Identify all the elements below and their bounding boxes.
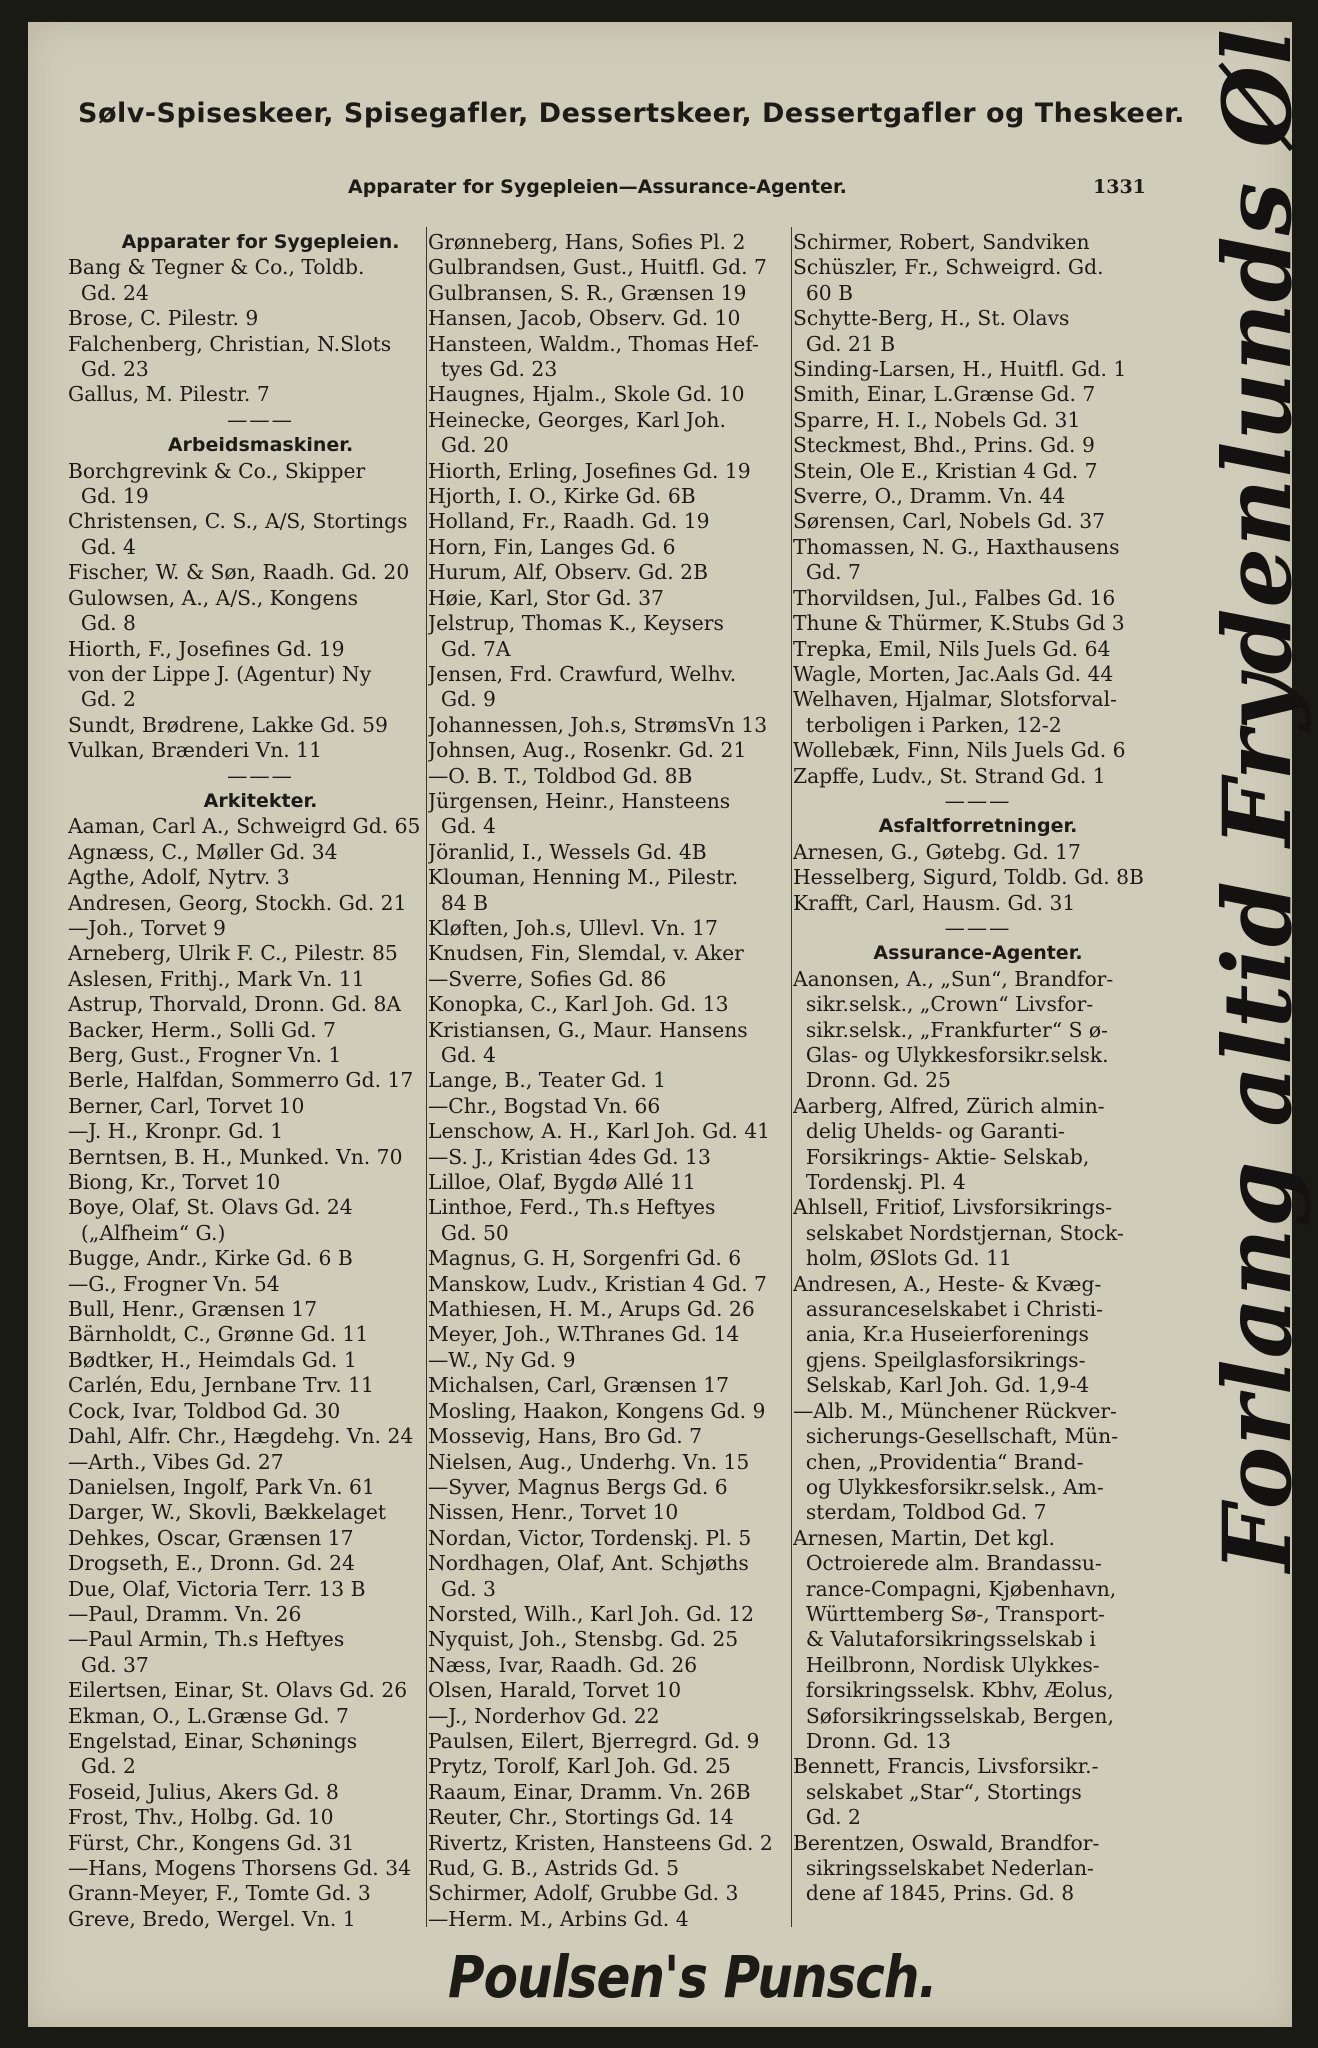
directory-entry: Boye, Olaf, St. Olavs Gd. 24: [68, 1195, 353, 1220]
directory-entry: Gd. 21 B: [793, 331, 896, 356]
directory-entry: Jürgensen, Heinr., Hansteens: [428, 788, 731, 813]
directory-entry: Falchenberg, Christian, N.Slots: [68, 331, 392, 356]
directory-entry: Horn, Fin, Langes Gd. 6: [428, 534, 676, 559]
directory-entry: —J., Norderhov Gd. 22: [428, 1703, 660, 1728]
directory-entry: Hansen, Jacob, Observ. Gd. 10: [428, 306, 741, 331]
directory-entry: sikr.selsk., „Frankfurter“ S ø-: [793, 1017, 1108, 1042]
directory-entry: Bull, Henr., Grænsen 17: [68, 1297, 318, 1322]
directory-entry: delig Uhelds- og Garanti-: [793, 1119, 1065, 1144]
directory-entry: Schytte-Berg, H., St. Olavs: [793, 306, 1070, 331]
directory-entry: —J. H., Kronpr. Gd. 1: [68, 1119, 284, 1144]
directory-entry: Sinding-Larsen, H., Huitfl. Gd. 1: [793, 357, 1127, 382]
directory-entry: Wollebæk, Finn, Nils Juels Gd. 6: [793, 738, 1126, 763]
directory-entry: Danielsen, Ingolf, Park Vn. 61: [68, 1474, 375, 1499]
section-heading: Asfaltforretninger.: [878, 815, 1078, 838]
directory-entry: Due, Olaf, Victoria Terr. 13 B: [68, 1576, 366, 1601]
directory-entry: Hurum, Alf, Observ. Gd. 2B: [428, 560, 708, 585]
directory-entry: Astrup, Thorvald, Dronn. Gd. 8A: [68, 992, 402, 1017]
directory-entry: Linthoe, Ferd., Th.s Heftyes: [428, 1195, 716, 1220]
directory-entry: Nyquist, Joh., Stensbg. Gd. 25: [428, 1627, 739, 1652]
directory-entry: Konopka, C., Karl Joh. Gd. 13: [428, 992, 729, 1017]
directory-entry: Ahlsell, Fritiof, Livsforsikrings-: [793, 1195, 1113, 1220]
directory-entry: 60 B: [793, 280, 854, 305]
directory-entry: Gd. 4: [428, 1043, 496, 1067]
directory-entry: Arnesen, Martin, Det kgl.: [793, 1525, 1055, 1550]
directory-entry: sicherungs-Gesellschaft, Mün-: [793, 1424, 1119, 1449]
directory-entry: Hesselberg, Sigurd, Toldb. Gd. 8B: [793, 865, 1144, 890]
section-divider: ———: [227, 407, 294, 432]
directory-entry: Aarberg, Alfred, Zürich almin-: [793, 1093, 1105, 1118]
directory-entry: Krafft, Carl, Hausm. Gd. 31: [793, 890, 1076, 915]
directory-entry: Schirmer, Robert, Sandviken: [793, 230, 1090, 254]
directory-entry: Gd. 8: [68, 611, 136, 636]
directory-entry: ania, Kr.a Huseierforenings: [793, 1322, 1089, 1347]
directory-entry: Raaum, Einar, Dramm. Vn. 26B: [428, 1779, 751, 1804]
directory-entry: Dehkes, Oscar, Grænsen 17: [68, 1525, 354, 1550]
page-number: 1331: [1093, 176, 1146, 198]
directory-entry: Rivertz, Kristen, Hansteens Gd. 2: [428, 1830, 773, 1855]
directory-entry: Mosling, Haakon, Kongens Gd. 9: [428, 1398, 766, 1423]
directory-entry: Agnæss, C., Møller Gd. 34: [68, 839, 338, 864]
directory-entry: Forsikrings- Aktie- Selskab,: [793, 1144, 1090, 1169]
directory-entry: —O. B. T., Toldbod Gd. 8B: [428, 763, 693, 788]
directory-entry: forsikringsselsk. Kbhv, Æolus,: [793, 1678, 1114, 1703]
directory-entry: Gd. 9: [428, 687, 496, 712]
directory-entry: Heinecke, Georges, Karl Joh.: [428, 407, 726, 432]
directory-entry: Knudsen, Fin, Slemdal, v. Aker: [428, 941, 744, 966]
directory-entry: Lilloe, Olaf, Bygdø Allé 11: [428, 1170, 696, 1195]
directory-entry: Gd. 7A: [428, 636, 511, 661]
directory-entry: Aslesen, Frithj., Mark Vn. 11: [68, 966, 365, 991]
directory-entry: —W., Ny Gd. 9: [428, 1347, 576, 1372]
directory-entry: —Herm. M., Arbins Gd. 4: [428, 1906, 689, 1931]
directory-entry: von der Lippe J. (Agentur) Ny: [68, 661, 372, 686]
directory-entry: Ekman, O., L.Grænse Gd. 7: [68, 1703, 349, 1728]
directory-entry: Gd. 2: [68, 1754, 136, 1779]
directory-entry: Gulbransen, S. R., Grænsen 19: [428, 280, 747, 305]
directory-entry: —Alb. M., Münchener Rückver-: [793, 1398, 1117, 1423]
directory-entry: Arnesen, G., Gøtebg. Gd. 17: [793, 839, 1081, 864]
directory-entry: Württemberg Sø-, Transport-: [793, 1601, 1105, 1626]
directory-entry: Sørensen, Carl, Nobels Gd. 37: [793, 509, 1106, 534]
directory-entry: Agthe, Adolf, Nytrv. 3: [68, 865, 290, 890]
directory-entry: Gd. 24: [68, 280, 149, 305]
directory-entry: —S. J., Kristian 4des Gd. 13: [428, 1144, 711, 1169]
directory-entry: Octroierede alm. Brandassu-: [793, 1551, 1102, 1576]
directory-entry: —Paul, Dramm. Vn. 26: [68, 1601, 302, 1626]
directory-entry: Berner, Carl, Torvet 10: [68, 1093, 305, 1118]
directory-entry: Gd. 37: [68, 1652, 149, 1677]
directory-entry: Holland, Fr., Raadh. Gd. 19: [428, 509, 710, 534]
directory-entry: Grønneberg, Hans, Sofies Pl. 2: [428, 230, 746, 254]
directory-entry: Gd. 20: [428, 433, 509, 458]
directory-entry: Jöranlid, I., Wessels Gd. 4B: [428, 839, 707, 864]
directory-entry: sikr.selsk., „Crown“ Livsfor-: [793, 992, 1094, 1017]
directory-entry: Smith, Einar, L.Grænse Gd. 7: [793, 382, 1096, 407]
directory-entry: —G., Frogner Vn. 54: [68, 1271, 280, 1296]
directory-entry: Drogseth, E., Dronn. Gd. 24: [68, 1551, 355, 1576]
section-divider: ———: [227, 763, 294, 788]
directory-entry: assuranceselskabet i Christi-: [793, 1297, 1103, 1322]
directory-entry: dene af 1845, Prins. Gd. 8: [793, 1881, 1075, 1906]
directory-entry: Bugge, Andr., Kirke Gd. 6 B: [68, 1246, 353, 1271]
directory-entry: Grann-Meyer, F., Tomte Gd. 3: [68, 1881, 371, 1906]
section-heading: Arbeidsmaskiner.: [167, 434, 354, 457]
directory-entry: Næss, Ivar, Raadh. Gd. 26: [428, 1652, 698, 1677]
directory-entry: sterdam, Toldbod Gd. 7: [793, 1500, 1047, 1525]
directory-entry: Andresen, A., Heste- & Kvæg-: [793, 1271, 1102, 1296]
directory-entry: Manskow, Ludv., Kristian 4 Gd. 7: [428, 1271, 767, 1296]
directory-entry: Andresen, Georg, Stockh. Gd. 21: [68, 890, 407, 915]
directory-entry: Greve, Bredo, Wergel. Vn. 1: [68, 1906, 356, 1931]
directory-entry: Sundt, Brødrene, Lakke Gd. 59: [68, 712, 388, 737]
directory-entry: Berg, Gust., Frogner Vn. 1: [68, 1043, 342, 1067]
directory-entry: Christensen, C. S., A/S, Stortings: [68, 509, 408, 534]
directory-entry: Gd. 2: [68, 687, 136, 712]
section-heading: Apparater for Sygepleien.: [121, 231, 400, 253]
directory-entry: Prytz, Torolf, Karl Joh. Gd. 25: [428, 1754, 731, 1779]
directory-entry: Olsen, Harald, Torvet 10: [428, 1678, 682, 1703]
directory-entry: selskabet „Star“, Stortings: [793, 1779, 1082, 1804]
directory-entry: Nordhagen, Olaf, Ant. Schjøths: [428, 1551, 749, 1576]
directory-entry: Gd. 2: [793, 1805, 861, 1830]
top-advertisement: Sølv-Spiseskeer, Spisegafler, Dessertskeer, Dessertgafler og Theskeer.: [78, 98, 1185, 129]
directory-entry: Meyer, Joh., W.Thranes Gd. 14: [428, 1322, 740, 1347]
column-1: [68, 230, 453, 1932]
directory-entry: gjens. Speilglasforsikrings-: [793, 1347, 1086, 1372]
directory-entry: Gd. 50: [428, 1220, 509, 1245]
directory-entry: Berntsen, B. H., Munked. Vn. 70: [68, 1144, 403, 1169]
directory-entry: holm, ØSlots Gd. 11: [793, 1246, 1012, 1271]
directory-entry: Hjorth, I. O., Kirke Gd. 6B: [428, 484, 696, 509]
directory-entry: Zapffe, Ludv., St. Strand Gd. 1: [793, 763, 1106, 788]
section-heading: Assurance-Agenter.: [873, 942, 1083, 965]
directory-entry: Cock, Ivar, Toldbod Gd. 30: [68, 1398, 341, 1423]
directory-entry: Rud, G. B., Astrids Gd. 5: [428, 1856, 680, 1880]
directory-entry: selskabet Nordstjernan, Stock-: [793, 1220, 1124, 1245]
directory-entry: Gulbrandsen, Gust., Huitfl. Gd. 7: [428, 255, 767, 280]
directory-entry: Søforsikringsselskab, Bergen,: [793, 1703, 1114, 1728]
bottom-advertisement: Poulsen's Punsch.: [448, 1944, 937, 2011]
directory-entry: Thorvildsen, Jul., Falbes Gd. 16: [793, 585, 1116, 610]
directory-entry: Foseid, Julius, Akers Gd. 8: [68, 1779, 339, 1804]
directory-entry: Johnsen, Aug., Rosenkr. Gd. 21: [428, 738, 747, 763]
directory-page: [28, 22, 1313, 2027]
directory-entry: Glas- og Ulykkesforsikr.selsk.: [793, 1043, 1109, 1067]
directory-entry: Bärnholdt, C., Grønne Gd. 11: [68, 1322, 369, 1347]
directory-entry: Norsted, Wilh., Karl Joh. Gd. 12: [428, 1601, 755, 1626]
directory-entry: Aanonsen, A., „Sun“, Brandfor-: [793, 966, 1114, 991]
directory-entry: —Hans, Mogens Thorsens Gd. 34: [68, 1856, 412, 1880]
directory-entry: —Chr., Bogstad Vn. 66: [428, 1093, 661, 1118]
running-head: Apparater for Sygepleien—Assurance-Agenter.: [348, 176, 847, 198]
directory-entry: —Arth., Vibes Gd. 27: [68, 1449, 284, 1474]
directory-entry: Dronn. Gd. 25: [793, 1068, 951, 1093]
directory-entry: Mossevig, Hans, Bro Gd. 7: [428, 1424, 702, 1449]
directory-entry: Arneberg, Ulrik F. C., Pilestr. 85: [68, 941, 398, 966]
directory-entry: („Alfheim“ G.): [68, 1220, 226, 1245]
directory-entry: Haugnes, Hjalm., Skole Gd. 10: [428, 382, 745, 407]
directory-entry: rance-Compagni, Kjøbenhavn,: [793, 1576, 1117, 1601]
directory-entry: Michalsen, Carl, Grænsen 17: [428, 1373, 730, 1398]
directory-entry: Brose, C. Pilestr. 9: [68, 306, 259, 331]
directory-entry: Gd. 4: [428, 814, 496, 839]
directory-entry: Biong, Kr., Torvet 10: [68, 1170, 281, 1195]
directory-entry: Reuter, Chr., Stortings Gd. 14: [428, 1805, 734, 1830]
directory-entry: Magnus, G. H, Sorgenfri Gd. 6: [428, 1246, 742, 1271]
directory-entry: sikringsselskabet Nederlan-: [793, 1856, 1094, 1880]
directory-entry: Kløften, Joh.s, Ullevl. Vn. 17: [428, 915, 718, 940]
column-2: [428, 230, 788, 1932]
directory-entry: Nordan, Victor, Tordenskj. Pl. 5: [428, 1525, 752, 1550]
directory-entry: Lenschow, A. H., Karl Joh. Gd. 41: [428, 1119, 771, 1144]
directory-entry: Welhaven, Hjalmar, Slotsforval-: [793, 687, 1117, 712]
directory-entry: Vulkan, Brænderi Vn. 11: [68, 738, 322, 763]
section-heading: Arkitekter.: [203, 789, 318, 812]
directory-entry: Gd. 4: [68, 534, 136, 559]
section-divider: ———: [944, 915, 1012, 940]
directory-entry: Johannessen, Joh.s, StrømsVn 13: [428, 712, 768, 737]
directory-entry: Klouman, Henning M., Pilestr.: [428, 865, 739, 890]
directory-entry: Lange, B., Teater Gd. 1: [428, 1068, 667, 1093]
directory-entry: Selskab, Karl Joh. Gd. 1,9-4: [793, 1373, 1090, 1398]
directory-entry: Berentzen, Oswald, Brandfor-: [793, 1830, 1100, 1855]
directory-entry: Heilbronn, Nordisk Ulykkes-: [793, 1652, 1100, 1677]
directory-entry: —Sverre, Sofies Gd. 86: [428, 966, 667, 991]
directory-entry: Backer, Herm., Solli Gd. 7: [68, 1017, 336, 1042]
directory-entry: Gd. 19: [68, 484, 149, 509]
directory-entry: Høie, Karl, Stor Gd. 37: [428, 585, 664, 610]
directory-entry: og Ulykkesforsikr.selsk., Am-: [793, 1474, 1104, 1499]
directory-entry: & Valutaforsikringsselskab i: [793, 1627, 1096, 1652]
directory-entry: Trepka, Emil, Nils Juels Gd. 64: [793, 636, 1111, 661]
directory-entry: Sparre, H. I., Nobels Gd. 31: [793, 407, 1081, 432]
directory-entry: Fischer, W. & Søn, Raadh. Gd. 20: [68, 560, 410, 585]
directory-entry: Dahl, Alfr. Chr., Hægdehg. Vn. 24: [68, 1424, 414, 1449]
directory-entry: Nielsen, Aug., Underhg. Vn. 15: [428, 1449, 750, 1474]
directory-entry: Wagle, Morten, Jac.Aals Gd. 44: [793, 661, 1114, 686]
directory-entry: Kristiansen, G., Maur. Hansens: [428, 1017, 748, 1042]
directory-entry: Gallus, M. Pilestr. 7: [68, 382, 270, 407]
section-divider: ———: [944, 788, 1012, 813]
directory-entry: Gd. 23: [68, 357, 149, 382]
directory-entry: Berle, Halfdan, Sommerro Gd. 17: [68, 1068, 414, 1093]
directory-entry: Jelstrup, Thomas K., Keysers: [428, 611, 724, 636]
directory-entry: Gd. 3: [428, 1576, 496, 1601]
directory-entry: Darger, W., Skovli, Bækkelaget: [68, 1500, 387, 1525]
directory-entry: Engelstad, Einar, Schønings: [68, 1728, 358, 1753]
directory-entry: Nissen, Henr., Torvet 10: [428, 1500, 679, 1525]
directory-entry: terboligen i Parken, 12-2: [793, 712, 1062, 737]
directory-entry: Bennett, Francis, Livsforsikr.-: [793, 1754, 1099, 1779]
directory-entry: chen, „Providentia“ Brand-: [793, 1449, 1084, 1474]
directory-entry: Schüszler, Fr., Schweigrd. Gd.: [793, 255, 1104, 280]
directory-entry: tyes Gd. 23: [428, 357, 558, 382]
directory-entry: Stein, Ole E., Kristian 4 Gd. 7: [793, 458, 1098, 483]
directory-entry: Frost, Thv., Holbg. Gd. 10: [68, 1805, 334, 1830]
directory-entry: Borchgrevink & Co., Skipper: [68, 458, 366, 483]
directory-entry: 84 B: [428, 890, 489, 915]
directory-entry: Aaman, Carl A., Schweigrd Gd. 65: [68, 814, 421, 839]
directory-entry: Gd. 7: [793, 560, 861, 585]
directory-entry: Thomassen, N. G., Haxthausens: [793, 534, 1120, 559]
directory-entry: Hansteen, Waldm., Thomas Hef-: [428, 331, 759, 356]
directory-entry: —Syver, Magnus Bergs Gd. 6: [428, 1474, 728, 1499]
directory-entry: Bang & Tegner & Co., Toldb.: [68, 255, 365, 280]
directory-entry: Dronn. Gd. 13: [793, 1728, 951, 1753]
directory-entry: Paulsen, Eilert, Bjerregrd. Gd. 9: [428, 1728, 760, 1753]
directory-entry: Bødtker, H., Heimdals Gd. 1: [68, 1347, 357, 1372]
directory-entry: —Joh., Torvet 9: [68, 915, 226, 940]
directory-entry: Tordenskj. Pl. 4: [793, 1170, 966, 1195]
column-rule: [791, 227, 792, 1927]
column-3: [793, 230, 1163, 1907]
directory-entry: Schirmer, Adolf, Grubbe Gd. 3: [428, 1881, 739, 1906]
directory-entry: Fürst, Chr., Kongens Gd. 31: [68, 1830, 355, 1855]
directory-entry: Hiorth, Erling, Josefines Gd. 19: [428, 458, 751, 483]
directory-entry: Jensen, Frd. Crawfurd, Welhv.: [428, 661, 737, 686]
directory-entry: Eilertsen, Einar, St. Olavs Gd. 26: [68, 1678, 408, 1703]
directory-entry: Thune & Thürmer, K.Stubs Gd 3: [793, 611, 1125, 636]
directory-entry: Hiorth, F., Josefines Gd. 19: [68, 636, 345, 661]
side-advertisement: Forlang altid Frydenlunds Øl: [1203, 28, 1313, 1572]
directory-entry: Steckmest, Bhd., Prins. Gd. 9: [793, 433, 1095, 458]
directory-entry: Carlén, Edu, Jernbane Trv. 11: [68, 1373, 374, 1398]
directory-entry: Gulowsen, A., A/S., Kongens: [68, 585, 358, 610]
directory-entry: Mathiesen, H. M., Arups Gd. 26: [428, 1297, 755, 1322]
directory-entry: —Paul Armin, Th.s Heftyes: [68, 1627, 345, 1652]
directory-entry: Sverre, O., Dramm. Vn. 44: [793, 484, 1066, 509]
